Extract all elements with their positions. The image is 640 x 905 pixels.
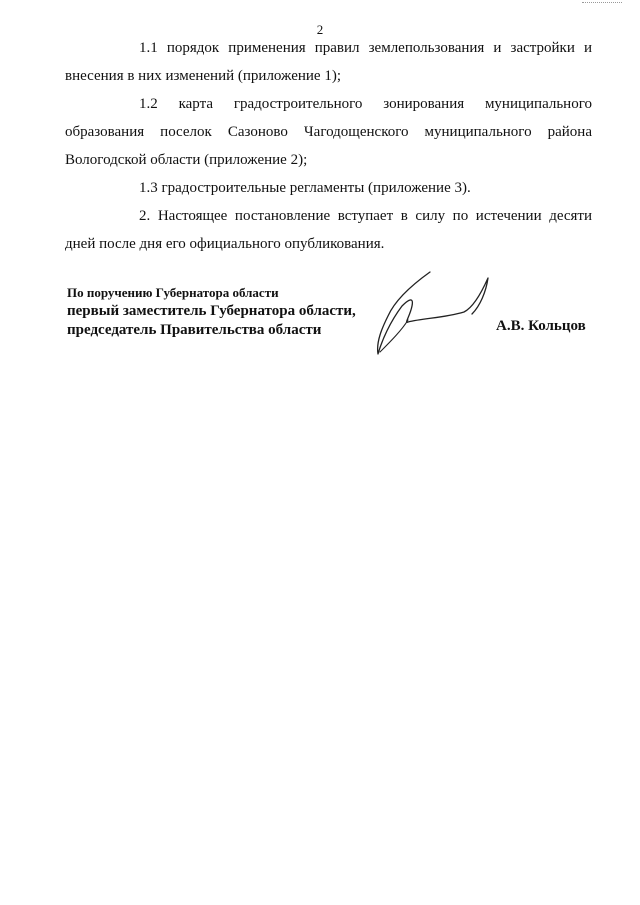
signatory-block	[67, 284, 356, 340]
clause-number: 1.1	[139, 40, 158, 56]
handwritten-signature-icon	[368, 266, 498, 362]
clause-number: 1.2	[139, 96, 158, 112]
clause-text: Настоящее постановление вступает в силу по истечении десяти дней после дня его официального опубликования.	[65, 208, 592, 252]
instruction-line: По поручению Губернатора области	[67, 285, 279, 300]
clause-1-3	[65, 174, 592, 202]
clause-text: порядок применения правил землепользования и застройки и внесения в них изменений (приложение 1);	[65, 40, 593, 84]
signatory-name: А.В. Кольцов	[496, 318, 586, 334]
clause-1-2	[65, 90, 592, 174]
clause-text: карта градостроительного зонирования муниципального образования поселок Сазоново Чагодощенского муниципального района Вологодской области (приложение 2);	[65, 96, 592, 168]
page-number: 2	[316, 22, 324, 37]
clause-number: 2.	[139, 208, 151, 224]
page-edge-mark	[582, 0, 622, 3]
position-line-2: председатель Правительства области	[67, 322, 322, 338]
document-body	[65, 34, 592, 258]
clause-2	[65, 202, 592, 258]
position-line-1: первый заместитель Губернатора области,	[67, 303, 356, 319]
clause-1-1	[65, 34, 592, 90]
clause-text: градостроительные регламенты (приложение 3).	[161, 180, 471, 196]
clause-number: 1.3	[139, 180, 158, 196]
